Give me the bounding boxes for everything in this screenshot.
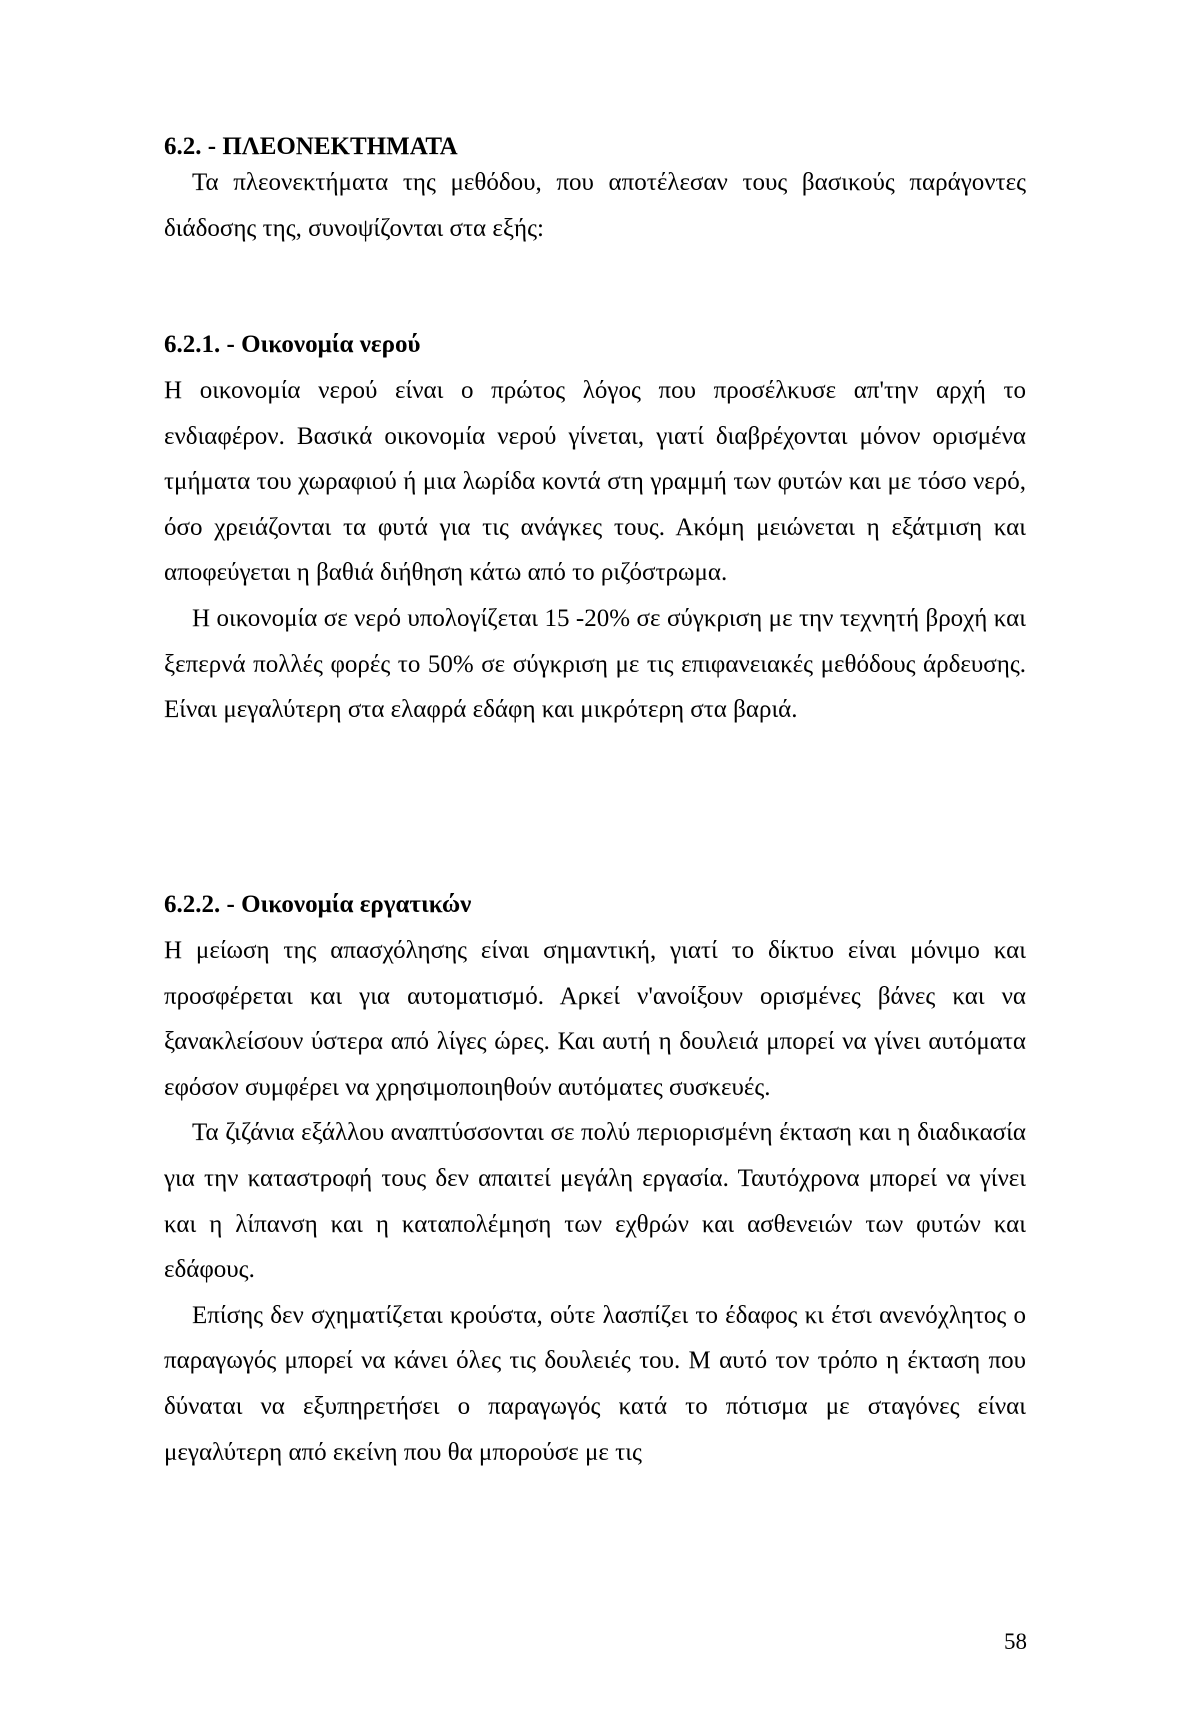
subsection-body-labor xyxy=(164,928,1026,1475)
paragraph: Η οικονομία σε νερό υπολογίζεται 15 -20% σε σύγκριση με την τεχνητή βροχή και ξεπερνά πολλές φορές το 50% σε σύγκριση με τις επιφανειακές μεθόδους άρδευσης. Είναι μεγαλύτερη στα ελαφρά εδάφη και μικρότερη στα βαριά. xyxy=(164,604,1026,724)
intro-block xyxy=(164,160,1026,251)
page-number: 58 xyxy=(1004,1629,1027,1654)
paragraph: Τα ζιζάνια εξάλλου αναπτύσσονται σε πολύ περιορισμένη έκταση και η διαδικασία για την καταστροφή τους δεν απαιτεί μεγάλη εργασία. Ταυτόχρονα μπορεί να γίνει και η λίπανση και η καταπολέμηση των εχθρών και ασθενειών των φυτών και εδάφους. xyxy=(164,1119,1026,1284)
section-heading: 6.2. - ΠΛΕΟΝΕΚΤΗΜΑΤΑ xyxy=(164,133,458,160)
paragraph: Η οικονομία νερού είναι ο πρώτος λόγος που προσέλκυσε απ'την αρχή το ενδιαφέρον. Βασικά οικονομία νερού γίνεται, γιατί διαβρέχονται μόνον ορισμένα τμήματα του χωραφιού ή μια λωρίδα κοντά στη γραμμή των φυτών και με τόσο νερό, όσο χρειάζονται τα φυτά για τις ανάγκες τους. Ακόμη μειώνεται η εξάτμιση και αποφεύγεται η βαθιά διήθηση κάτω από το ριζόστρωμα. xyxy=(164,377,1026,587)
subsection-heading-water: 6.2.1. - Οικονομία νερού xyxy=(164,331,421,358)
paragraph: Η μείωση της απασχόλησης είναι σημαντική, γιατί το δίκτυο είναι μόνιμο και προσφέρεται και για αυτοματισμό. Αρκεί ν'ανοίξουν ορισμένες βάνες και να ξανακλείσουν ύστερα από λίγες ώρες. Και αυτή η δουλειά μπορεί να γίνει αυτόματα εφόσον συμφέρει να χρησιμοποιηθούν αυτόματες συσκευές. xyxy=(164,937,1026,1101)
subsection-heading-labor: 6.2.2. - Οικονομία εργατικών xyxy=(164,891,472,918)
paragraph: Επίσης δεν σχηματίζεται κρούστα, ούτε λασπίζει το έδαφος κι έτσι ανενόχλητος ο παραγωγός μπορεί να κάνει όλες τις δουλειές του. Μ αυτό τον τρόπο η έκταση που δύναται να εξυπηρετήσει ο παραγωγός κατά το πότισμα με σταγόνες είναι μεγαλύτερη από εκείνη που θα μπορούσε με τις xyxy=(164,1301,1026,1466)
subsection-body-water xyxy=(164,368,1026,733)
intro-paragraph: Τα πλεονεκτήματα της μεθόδου, που αποτέλεσαν τους βασικούς παράγοντες διάδοσης της, συνοψίζονται στα εξής: xyxy=(164,169,1026,242)
